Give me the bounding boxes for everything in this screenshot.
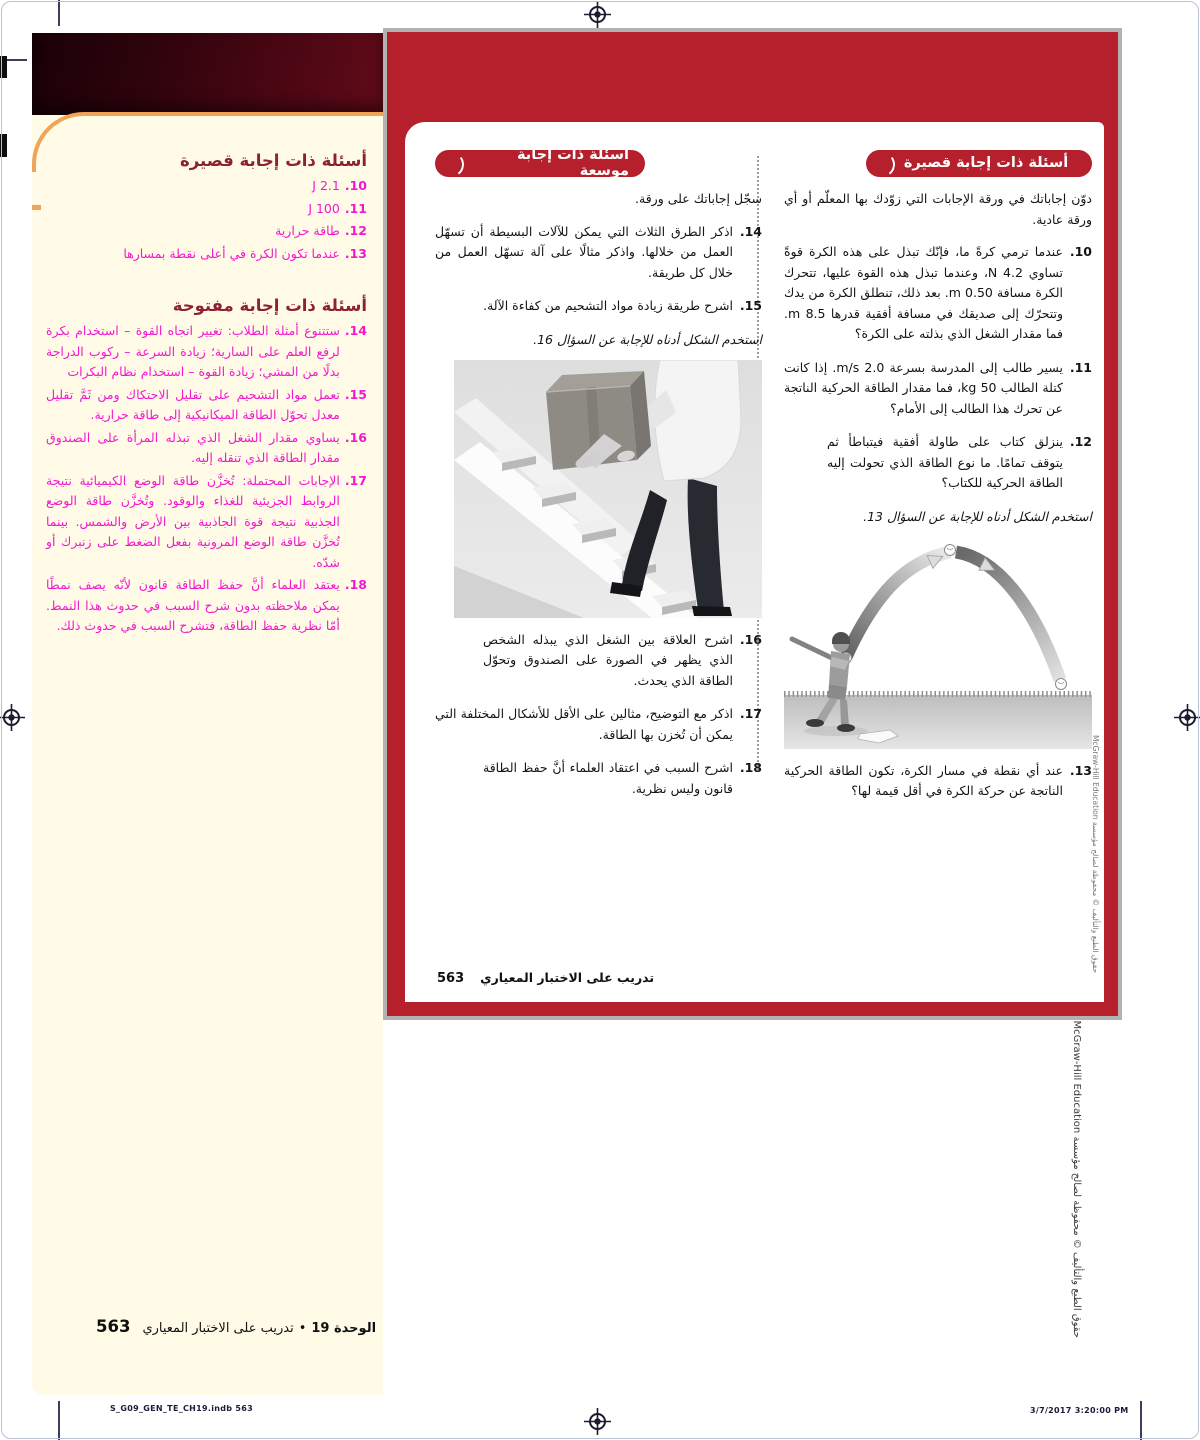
helmet	[832, 632, 850, 644]
answer-item-12	[46, 221, 367, 242]
answer-text: 100 J	[308, 200, 340, 216]
copyright-vertical-inner: حقوق الطبع والتأليف © محفوظة لصالح مؤسسة McGraw-Hill Education	[1091, 734, 1100, 974]
crop-mark-bottom-left	[58, 1401, 60, 1440]
registration-mark-left	[0, 704, 25, 731]
page-footer	[437, 970, 654, 986]
answer-number: 15.	[344, 386, 367, 402]
answer-item-16	[46, 428, 367, 469]
section-header-short-answer	[866, 150, 1092, 177]
crop-mark-top-left-v	[58, 0, 60, 26]
question-text: اشرح طريقة زيادة مواد التشحيم من كفاءة الآلة.	[483, 298, 733, 313]
short-answer-intro: دوّن إجاباتك في ورقة الإجابات التي زوّدك بها المعلّم أو أي ورقة عادية.	[784, 191, 1092, 227]
answer-item-17	[46, 471, 367, 574]
question-text: اذكر الطرق الثلاث التي يمكن للآلات البسيطة أن تسهّل العمل من خلالها. واذكر مثالًا على آلة تسهّل العمل من خلال كل طريقة.	[435, 223, 733, 280]
question-number: 10.	[1069, 244, 1092, 259]
question-15	[435, 296, 762, 317]
answer-key-open-title: أسئلة ذات إجابة مفتوحة	[172, 296, 367, 315]
question-text: اشرح السبب في اعتقاد العلماء أنَّ حفظ الطاقة قانون وليس نظرية.	[483, 760, 733, 796]
shoe	[692, 606, 732, 616]
answer-number: 11.	[344, 200, 367, 216]
question-text: يسير طالب إلى المدرسة بسرعة 2.0 m/s. إذا كانت كتلة الطالب 50 kg، فما مقدار الطاقة الحركية الناتجة عن تحرك هذا الطالب إلى الأمام؟	[784, 359, 1063, 416]
footer-bullet: •	[298, 1321, 307, 1336]
short-answer-column	[784, 150, 1092, 815]
question-text: عند أي نقطة في مسار الكرة، تكون الطاقة الحركية الناتجة عن حركة الكرة في أقل قيمة لها؟	[784, 762, 1063, 798]
answer-number: 17.	[344, 472, 367, 488]
section-title: أسئلة ذات إجابة قصيرة	[903, 154, 1069, 171]
question-number: 16.	[739, 631, 762, 647]
unit-label: الوحدة 19	[311, 1321, 377, 1336]
book-footer	[96, 1317, 376, 1336]
answer-number: 18.	[344, 577, 367, 592]
answer-text: تعمل مواد التشحيم على تقليل الاحتكاك ومن ثَمَّ تقليل معدل تحوّل الطاقة الميكانيكية إلى طاقة حرارية.	[46, 386, 340, 422]
registration-mark-bottom	[584, 1408, 611, 1435]
sidebar-maroon-banner	[32, 33, 383, 115]
answer-key-short-title: أسئلة ذات إجابة قصيرة	[179, 151, 367, 170]
extended-response-column	[435, 146, 762, 812]
question-text: عندما ترمي كرةً ما، فإنّك تبذل على هذه الكرة قوةً تساوي 4.2 N، وعندما تبذل هذه القوة عليها، تتحرك الكرة مسافة 0.50 m. بعد ذلك، تنطلق الكرة من يدك وتتحرّك إلى صديقك في مسافة أفقية قدرها 8.5 m. فما مقدار الشغل الذي بذلته على الكرة؟	[784, 244, 1063, 341]
stairs-photo-figure	[454, 360, 762, 618]
question-18	[435, 758, 762, 799]
answer-item-10	[46, 176, 367, 197]
question-number: 13.	[1069, 762, 1092, 778]
answer-text: ستتنوع أمثلة الطلاب: تغيير اتجاه القوة – استخدام بكرة لرفع العلم على السارية؛ زيادة السرعة – ركوب الدراجة بدلًا من المشي؛ زيادة القوة – استخدام نظام البكرات	[46, 323, 340, 379]
crop-mark-bottom-right	[1140, 1401, 1142, 1440]
section-title: أسئلة ذات إجابة موسعة	[516, 146, 629, 179]
registration-mark-right	[1174, 704, 1200, 731]
figure-note-q13: استخدم الشكل أدناه للإجابة عن السؤال 13.	[863, 508, 1092, 524]
question-number: 14.	[739, 223, 762, 239]
section-header-extended	[435, 146, 645, 179]
print-timestamp: 3/7/2017 3:20:00 PM	[1030, 1406, 1129, 1415]
figure-note-q16: استخدم الشكل أدناه للإجابة عن السؤال 16.	[533, 331, 762, 347]
question-number: 12.	[1069, 434, 1092, 449]
book-page-number: 563	[96, 1317, 131, 1336]
question-11	[784, 358, 1092, 420]
answer-text: عندما تكون الكرة في أعلى نقطة بمسارها	[123, 245, 340, 261]
answer-key-sidebar	[32, 33, 383, 1395]
question-17	[435, 704, 762, 745]
answer-item-18	[46, 575, 367, 637]
bleed-tab-1	[0, 56, 7, 78]
print-file-info: S_G09_GEN_TE_CH19.indb 563	[110, 1404, 254, 1413]
question-14	[435, 222, 762, 284]
answer-text: 2.1 J	[312, 178, 340, 193]
question-13	[784, 761, 1092, 802]
answer-number: 14.	[344, 323, 367, 338]
answer-text: يعتقد العلماء أنَّ حفظ الطاقة قانون لأنّه يصف نمطًا يمكن ملاحظته بدون شرح السبب في حدوث هذا النمط. أمّا نظرية حفظ الطاقة، فتشرح السبب في حدوث ذلك.	[46, 577, 340, 633]
baseball-peak	[945, 544, 956, 555]
answer-item-11	[46, 199, 367, 220]
bleed-tab-2	[0, 134, 7, 157]
footer-label: تدريب على الاختبار المعياري	[142, 1321, 294, 1336]
page-number: 563	[437, 971, 465, 986]
question-number: 15.	[739, 298, 762, 313]
question-text: اشرح العلاقة بين الشغل الذي يبذله الشخص الذي يظهر في الصورة على الصندوق وتحوّل الطاقة الذي يحدث.	[483, 631, 733, 688]
question-10	[784, 242, 1092, 345]
main-page-frame	[383, 28, 1122, 1020]
answer-item-13	[46, 244, 367, 265]
question-text: اذكر مع التوضيح، مثالين على الأقل للأشكال المختلفة التي يمكن أن تُخزن بها الطاقة.	[435, 706, 733, 742]
answer-text: يساوي مقدار الشغل الذي تبذله المرأة على الصندوق مقدار الطاقة الذي تنقله إليه.	[46, 429, 340, 465]
trajectory-arc-down	[956, 552, 1060, 680]
trajectory-arc-up	[846, 552, 950, 657]
question-12	[784, 432, 1092, 494]
bat	[792, 639, 834, 659]
page-content	[405, 122, 1104, 1002]
registration-mark-top	[584, 1, 611, 28]
extended-intro: سجّل إجاباتك على ورقة.	[635, 191, 762, 206]
answer-text: الإجابات المحتملة: تُخزَّن طاقة الوضع الكيميائية نتيجة الروابط الجزيئية للغذاء والوقود. وتُخزَّن طاقة الوضع الجذبية نتيجة قوة الجاذبية بين الأرض والشمس. بينما تُخزَّن طاقة الوضع المرونية بفعل الضغط على زنبرك أو شدّه.	[46, 472, 340, 570]
baseball-end	[1056, 678, 1067, 689]
answer-number: 13.	[344, 245, 367, 261]
page-footer-label: تدريب على الاختبار المعياري	[480, 970, 655, 985]
question-number: 11.	[1069, 359, 1092, 375]
answer-number: 12.	[344, 223, 367, 238]
answer-item-14	[46, 321, 367, 383]
question-number: 18.	[739, 760, 762, 775]
question-16	[435, 630, 762, 692]
baseball-trajectory-figure	[784, 537, 1092, 749]
answer-item-15	[46, 385, 367, 426]
sidebar-orange-tick	[32, 205, 41, 210]
answer-text: طاقة حرارية	[275, 223, 340, 238]
copyright-vertical-outer: حقوق الطبع والتأليف © محفوظة لصالح مؤسسة McGraw-Hill Education	[1071, 1020, 1082, 1338]
question-number: 17.	[739, 706, 762, 721]
answer-number: 10.	[344, 178, 367, 193]
frame-red-border	[387, 32, 1118, 1016]
question-text: ينزلق كتاب على طاولة أفقية فيتباطأ ثم يتوقف تمامًا. ما نوع الطاقة الذي تحولت إليه الطاقة الحركية للكتاب؟	[827, 434, 1063, 490]
answer-number: 16.	[344, 429, 367, 445]
